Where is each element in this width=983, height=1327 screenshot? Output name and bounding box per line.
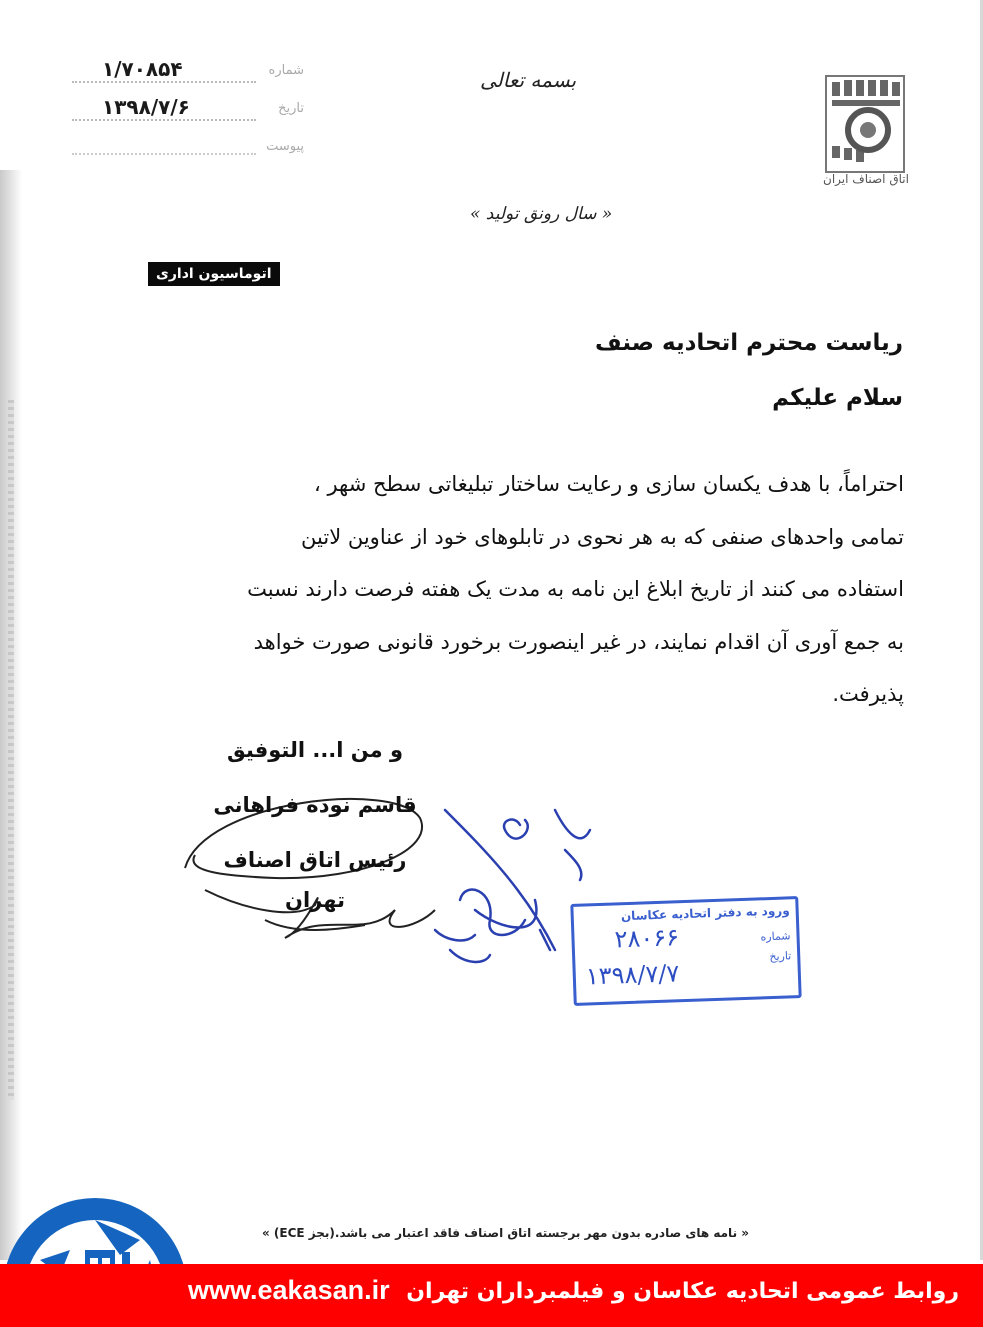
stamp-date: ۱۳۹۸/۷/۷ [585,959,680,991]
stamp-number: ۲۸۰۶۶ [614,923,680,954]
date-label: تاریخ [278,100,304,116]
attachment-row [72,134,304,158]
letter-number: ۱/۷۰۸۵۴ [72,57,256,83]
footer-note: « نامه های صادره بدون مهر برجسته اتاق اصناف فاقد اعتبار می باشد.(بجز ECE) » [262,1226,749,1240]
body-line: به جمع آوری آن اقدام نمایند، در غیر اینصورت برخورد قانونی صورت خواهد [253,629,904,654]
stamp-frame [570,896,801,1006]
body-line: پذیرفت. [832,682,904,706]
website-link[interactable]: www.eakasan.ir [188,1275,390,1305]
signer-title: رئیس اتاق اصناف تهران [223,848,407,912]
greeting: سلام علیکم [772,385,903,411]
entry-stamp [570,896,801,1006]
stamp-date-label: تاریخ [769,949,792,964]
stamp-title: ورود به دفتر اتحادیه عکاسان [620,903,790,924]
bismillah: بسمه تعالی [480,68,577,92]
letter-date: ۱۳۹۸/۷/۶ [72,95,256,121]
number-row [72,58,304,82]
body-line: احتراماً، با هدف یکسان سازی و رعایت ساختار تبلیغاتی سطح شهر ، [314,472,904,496]
body-line: استفاده می کنند از تاریخ ابلاغ این نامه به مدت یک هفته فرصت دارند نسبت [247,577,904,601]
office-automation-label: اتوماسیون اداری [148,262,280,286]
logo-caption: اتاق اصناف ایران [823,172,909,186]
scan-shadow-stripes [8,400,14,1100]
letter-meta [72,58,304,172]
stamp-number-label: شماره [760,929,791,944]
attachment-label: پیوست [266,138,304,154]
year-motto: « سال رونق تولید » [470,204,613,224]
banner-text: روابط عمومی اتحادیه عکاسان و فیلمبرداران تهران [406,1279,959,1304]
signer-name: قاسم نوده فراهانی [213,793,417,817]
closing-phrase: و من ا... التوفیق [226,738,404,762]
closing-block [200,730,430,912]
date-row [72,96,304,120]
letter-body [118,458,904,721]
body-line: تمامی واحدهای صنفی که به هر نحوی در تابلوهای خود از عناوین لاتین [301,524,904,549]
attachment-value [72,137,256,155]
recipient: ریاست محترم اتحادیه صنف [595,330,903,356]
number-label: شماره [268,62,304,78]
